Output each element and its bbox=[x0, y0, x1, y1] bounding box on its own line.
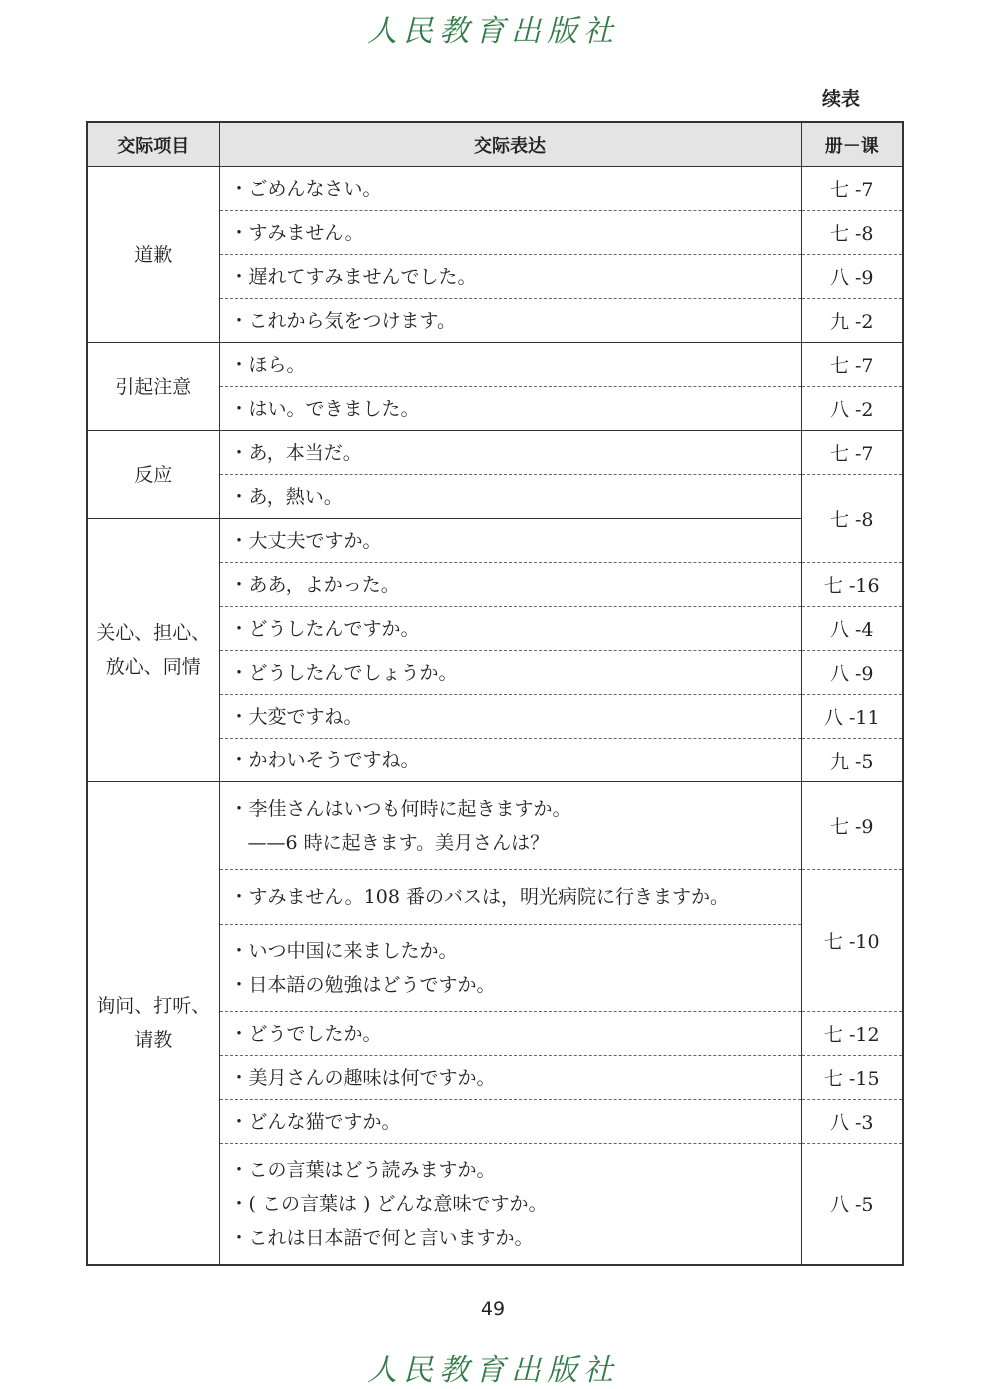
ref-cell: 七 -10 bbox=[801, 870, 903, 1012]
expression-cell: ・かわいそうですね。 bbox=[219, 739, 801, 782]
table-row bbox=[87, 431, 903, 475]
publisher-watermark: 人民教育出版社 bbox=[367, 14, 619, 49]
table-row bbox=[87, 343, 903, 387]
ref-cell: 七 -7 bbox=[801, 343, 903, 387]
ref-cell: 七 -12 bbox=[801, 1012, 903, 1056]
expression-cell: ・美月さんの趣味は何ですか。 bbox=[219, 1056, 801, 1100]
expression-cell: ・あ，熱い。 bbox=[219, 475, 801, 519]
ref-cell: 七 -8 bbox=[801, 211, 903, 255]
header-expression: 交际表达 bbox=[219, 122, 801, 167]
expression-cell: ・どうでしたか。 bbox=[219, 1012, 801, 1056]
ref-cell: 八 -11 bbox=[801, 695, 903, 739]
ref-cell: 九 -5 bbox=[801, 739, 903, 782]
category-concern: 关心、担心、 放心、同情 bbox=[87, 519, 219, 782]
publisher-watermark: 人民教育出版社 bbox=[367, 1353, 619, 1388]
expression-cell: ・すみません。 bbox=[219, 211, 801, 255]
expression-cell: ・この言葉はどう読みますか。 ・( この言葉は ) どんな意味ですか。 ・これは日本語で何と言いますか。 bbox=[219, 1144, 801, 1265]
ref-cell: 九 -2 bbox=[801, 299, 903, 343]
ref-cell: 七 -9 bbox=[801, 782, 903, 870]
category-reaction: 反应 bbox=[87, 431, 219, 519]
ref-cell: 七 -7 bbox=[801, 431, 903, 475]
expression-cell: ・ああ，よかった。 bbox=[219, 563, 801, 607]
expression-cell: ・ごめんなさい。 bbox=[219, 167, 801, 211]
expression-cell: ・どうしたんでしょうか。 bbox=[219, 651, 801, 695]
ref-cell: 八 -9 bbox=[801, 255, 903, 299]
expression-cell: ・大丈夫ですか。 bbox=[219, 519, 801, 563]
expression-cell: ・どうしたんですか。 bbox=[219, 607, 801, 651]
ref-cell: 七 -8 bbox=[801, 475, 903, 563]
expression-cell: ・どんな猫ですか。 bbox=[219, 1100, 801, 1144]
expression-cell: ・あ，本当だ。 bbox=[219, 431, 801, 475]
ref-cell: 八 -4 bbox=[801, 607, 903, 651]
expression-cell: ・これから気をつけます。 bbox=[219, 299, 801, 343]
page-number: 49 bbox=[480, 1298, 506, 1320]
table-header-row bbox=[87, 122, 903, 167]
category-inquiry: 询问、打听、 请教 bbox=[87, 782, 219, 1265]
category-attention: 引起注意 bbox=[87, 343, 219, 431]
communication-table bbox=[86, 121, 904, 1266]
ref-cell: 七 -16 bbox=[801, 563, 903, 607]
ref-cell: 七 -7 bbox=[801, 167, 903, 211]
category-apology: 道歉 bbox=[87, 167, 219, 343]
expression-cell: ・いつ中国に来ましたか。 ・日本語の勉強はどうですか。 bbox=[219, 925, 801, 1012]
expression-cell: ・すみません。108 番のバスは，明光病院に行きますか。 bbox=[219, 870, 801, 925]
ref-cell: 八 -3 bbox=[801, 1100, 903, 1144]
continued-label: 续表 bbox=[822, 88, 861, 110]
ref-cell: 八 -9 bbox=[801, 651, 903, 695]
table-row bbox=[87, 782, 903, 870]
table-row bbox=[87, 519, 903, 563]
ref-cell: 八 -5 bbox=[801, 1144, 903, 1265]
expression-cell: ・はい。できました。 bbox=[219, 387, 801, 431]
ref-cell: 八 -2 bbox=[801, 387, 903, 431]
header-category: 交际项目 bbox=[87, 122, 219, 167]
expression-cell: ・大変ですね。 bbox=[219, 695, 801, 739]
expression-cell: ・李佳さんはいつも何時に起きますか。 ——6 時に起きます。美月さんは？ bbox=[219, 782, 801, 870]
ref-cell: 七 -15 bbox=[801, 1056, 903, 1100]
expression-cell: ・遅れてすみませんでした。 bbox=[219, 255, 801, 299]
header-ref: 册－课 bbox=[801, 122, 903, 167]
expression-cell: ・ほら。 bbox=[219, 343, 801, 387]
table-row bbox=[87, 167, 903, 211]
